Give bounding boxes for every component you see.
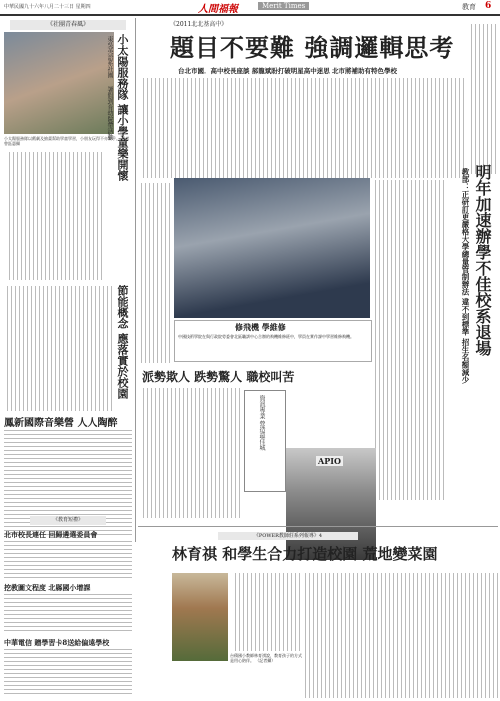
- section-name: 教育: [462, 3, 476, 11]
- subhead-2: 暑假到育幼院帶活動: [106, 86, 113, 140]
- body-text: [4, 594, 132, 634]
- sidebar-subhead: 教部：正研訂更嚴格大學總量管制辦法 違不到標準 招生名額減少: [461, 168, 470, 384]
- body-text: [4, 152, 102, 280]
- subhead-1: 東吳英語系社團: [106, 36, 113, 78]
- photo-caption-box: [174, 320, 372, 362]
- kids-photo: [4, 32, 114, 134]
- bottom-story: [138, 526, 498, 699]
- body-text: [4, 286, 112, 411]
- body-text: [302, 573, 498, 698]
- mid-story: [138, 362, 374, 522]
- main-subhead: 台北市國．高中校長座談 郝龍斌盼打破明星高中迷思 北市將補助有特色學校: [178, 67, 398, 75]
- apio-sign: APIO: [318, 456, 341, 466]
- section-en: Merit Times: [258, 2, 309, 10]
- mid-headline: 派勢欺人 跌勢驚人 職校叫苦: [142, 370, 295, 384]
- bottom-tag: 《POWER教師莊系列報導》4: [218, 532, 358, 540]
- section2-label: 《教育短禮》: [30, 516, 106, 525]
- portrait-caption: 台積國小教師林育祺說，教育孩子的方式是用心陪伴。 （記者攝）: [230, 653, 302, 663]
- teacher-portrait: [172, 573, 228, 661]
- bottom-headline: 林育祺 和學生合力打造校園 荒地變菜園: [172, 545, 438, 563]
- body-text: [140, 388, 240, 518]
- photo-caption-body: 中國技術學院在與行政院勞委會北區職訓中心合辦的飛機維修班中，學員在實作課中學習維修飛機。: [178, 334, 354, 339]
- brief2-title: 挖教圖文程度 北縣國小增課: [4, 583, 91, 592]
- body-text: [4, 649, 132, 697]
- page-number: 6: [485, 1, 492, 11]
- headline-energy: 節能概念 應落實於校園: [116, 285, 129, 399]
- sidebar-headline: 明年加速辦學不佳校系退場: [473, 164, 492, 356]
- photo1-caption: 小太陽服務隊以戲劇及繪畫幫助學童學習，小朋友玩得不亦樂乎。 記者曾鈺惠攝: [4, 136, 130, 146]
- brief1-title: 北市校長連任 回歸遴選委員會: [4, 530, 98, 539]
- masthead: [0, 0, 500, 16]
- briefs-column: [2, 516, 135, 699]
- headline-music: 鳳新國際音樂營 人人陶醉: [4, 418, 118, 429]
- body-text: [468, 24, 496, 174]
- body-text: [374, 180, 444, 500]
- aircraft-photo: [174, 178, 370, 318]
- photo-caption-title: 修飛機 學維修: [235, 322, 286, 332]
- body-text: [230, 573, 300, 651]
- body-text: [4, 541, 132, 581]
- body-text: [138, 78, 464, 178]
- headline-main: 小太陽服務隊 讓小學童樂開懷: [116, 34, 129, 181]
- section-label: 《社團青春風》: [10, 20, 126, 30]
- story-tag: 《2011北北基高中》: [170, 21, 228, 28]
- mid-photo-caption: 資訊專業 營造最佳城: [258, 395, 265, 451]
- paper-name: 人間福報: [198, 4, 238, 15]
- main-headline: 題目不要難 強調邏輯思考: [170, 33, 455, 62]
- brief3-title: 中華電信 贈學習卡8送給偏遠學校: [4, 638, 110, 647]
- mid-photo-caption-box: [244, 390, 286, 492]
- masthead-date: 中華民國九十六年八月二十三日 星期四: [4, 4, 91, 10]
- left-column: [2, 18, 136, 542]
- body-text: [138, 183, 170, 363]
